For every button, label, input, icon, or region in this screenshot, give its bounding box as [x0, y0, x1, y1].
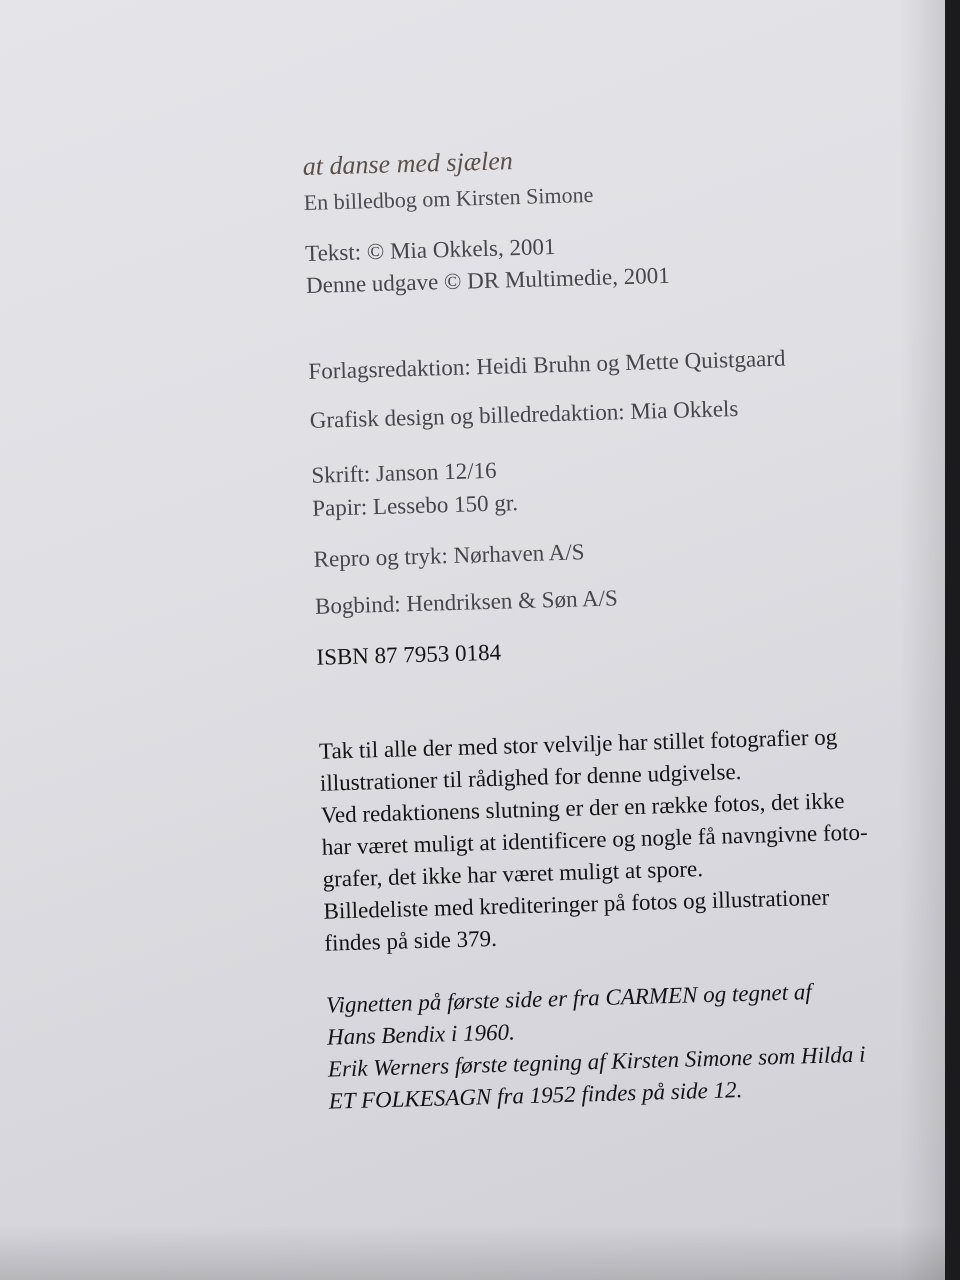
credit-design: Grafisk design og billedredaktion: Mia Okkels: [309, 395, 739, 433]
colophon: [302, 123, 912, 1114]
vignette-note-line: Erik Werners første tegning af Kirsten Simone som Hilda i: [327, 1041, 866, 1082]
credit-print: Repro og tryk: Nørhaven A/S: [313, 539, 585, 572]
acknowledgement-line: Tak til alle der med stor velvilje har stillet fotografier og: [318, 724, 838, 764]
credit-editorial: Forlagsredaktion: Heidi Bruhn og Mette Quistgaard: [308, 345, 786, 384]
copyright-edition: Denne udgave © DR Multimedie, 2001: [305, 262, 670, 298]
copyright-text: Tekst: © Mia Okkels, 2001: [304, 233, 556, 266]
credit-font: Skrift: Janson 12/16: [311, 457, 497, 488]
acknowledgement-line: Billedeliste med krediteringer på fotos og illustrationer: [323, 884, 830, 924]
book-subtitle: En billedbog om Kirsten Simone: [303, 181, 594, 215]
acknowledgement-line: Ved redaktionens slutning er der en række fotos, det ikke: [320, 788, 845, 828]
acknowledgement-line: findes på side 379.: [324, 925, 498, 956]
page-shadow-edge: [900, 0, 945, 1280]
book-title: at danse med sjælen: [302, 146, 514, 181]
isbn: ISBN 87 7953 0184: [316, 639, 502, 670]
credit-paper: Papir: Lessebo 150 gr.: [311, 490, 519, 521]
vignette-note-line: Vignetten på første side er fra CARMEN og tegnet af: [325, 979, 813, 1018]
vignette-note-line: Hans Bendix i 1960.: [326, 1019, 516, 1050]
page-shadow-bottom: [0, 1225, 945, 1280]
acknowledgement-line: grafer, det ikke har været muligt at spore.: [322, 856, 704, 892]
vignette-note-line: ET FOLKESAGN fra 1952 findes på side 12.: [328, 1077, 743, 1114]
credit-binding: Bogbind: Hendriksen & Søn A/S: [314, 585, 619, 619]
acknowledgement-line: illustrationer til rådighed for denne udgivelse.: [319, 758, 742, 796]
acknowledgement-line: har været muligt at identificere og nogle få navngivne foto-: [321, 819, 868, 860]
